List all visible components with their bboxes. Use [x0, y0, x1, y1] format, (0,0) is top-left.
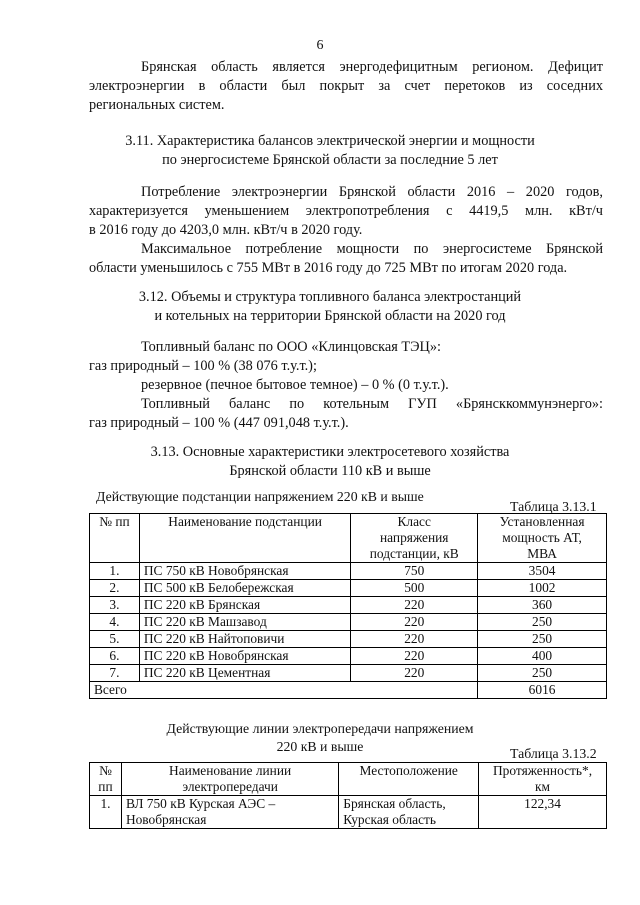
max-power-paragraph — [89, 240, 603, 278]
consumption-line-3: в 2016 году до 4203,0 млн. кВт/ч в 2020 году. — [89, 222, 363, 238]
fuel-line-4: Топливный баланс по котельным ГУП «Брянсккоммунэнерго»: — [141, 396, 603, 412]
fuel-line-3: резервное (печное бытовое темное) – 0 % (0 т.у.т.). — [141, 377, 449, 393]
header-num-line-1: № — [99, 763, 112, 778]
substations-table — [89, 513, 607, 699]
table-row — [90, 631, 607, 648]
intro-line-2: электроэнергии в области был покрыт за счет перетоков из соседних — [89, 78, 603, 94]
section-3-11-heading — [60, 132, 600, 170]
header-installed-power-line-1: Установленная — [499, 514, 585, 529]
header-location: Местоположение — [339, 763, 479, 796]
row-voltage: 220 — [351, 631, 478, 648]
table-row — [90, 597, 607, 614]
fuel-line-1: Топливный баланс по ООО «Клинцовская ТЭЦ»: — [141, 339, 441, 355]
total-value: 6016 — [478, 682, 607, 699]
row-substation-name: ПС 220 кВ Новобрянская — [139, 648, 350, 665]
row-num: 1. — [90, 796, 122, 829]
table-row — [90, 580, 607, 597]
section-3-12-title-line-2: и котельных на территории Брянской области на 2020 год — [154, 308, 506, 324]
header-num-line-2: пп — [98, 779, 113, 794]
table-1-header-row — [90, 514, 607, 563]
table-2-caption-line-2: 220 кВ и выше — [276, 739, 364, 754]
table-2-label: Таблица 3.13.2 — [510, 746, 597, 761]
fuel-line-2: газ природный – 100 % (38 076 т.у.т.); — [89, 358, 317, 374]
row-location — [339, 796, 479, 829]
section-3-12-title-line-1: 3.12. Объемы и структура топливного баланса электростанций — [138, 289, 522, 305]
row-location-line-2: Курская область — [343, 812, 436, 827]
header-line-name-line-1: Наименование линии — [169, 763, 292, 778]
row-power: 1002 — [478, 580, 607, 597]
max-power-line-2: области уменьшилось с 755 МВт в 2016 году до 725 МВт по итогам 2020 года. — [89, 260, 568, 276]
table-row — [90, 648, 607, 665]
row-voltage: 220 — [351, 665, 478, 682]
table-row — [90, 563, 607, 580]
row-num: 5. — [90, 631, 140, 648]
row-substation-name: ПС 750 кВ Новобрянская — [139, 563, 350, 580]
intro-line-1: Брянская область является энергодефицитным регионом. Дефицит — [141, 59, 603, 75]
header-num: № пп — [90, 514, 140, 563]
section-3-13-title-line-2: Брянской области 110 кВ и выше — [229, 463, 431, 479]
header-line-name-line-2: электропередачи — [182, 779, 278, 794]
row-voltage: 500 — [351, 580, 478, 597]
row-substation-name: ПС 220 кВ Машзавод — [139, 614, 350, 631]
fuel-line-5: газ природный – 100 % (447 091,048 т.у.т.). — [89, 415, 349, 431]
row-voltage: 220 — [351, 614, 478, 631]
section-3-11-title-line-2: по энергосистеме Брянской области за последние 5 лет — [162, 152, 498, 168]
section-3-11-title-line-1: 3.11. Характеристика балансов электрической энергии и мощности — [125, 133, 535, 149]
header-length — [479, 763, 607, 796]
row-line-name-line-2: Новобрянская — [125, 812, 207, 827]
row-line-name-line-1: ВЛ 750 кВ Курская АЭС – — [125, 796, 276, 811]
row-power: 250 — [478, 614, 607, 631]
row-num: 7. — [90, 665, 140, 682]
header-installed-power — [478, 514, 607, 563]
row-substation-name: ПС 220 кВ Цементная — [139, 665, 350, 682]
intro-line-3: региональных систем. — [89, 97, 225, 113]
page-number: 6 — [316, 38, 324, 53]
header-length-line-2: км — [535, 779, 551, 794]
row-substation-name: ПС 220 кВ Найтоповичи — [139, 631, 350, 648]
table-1-total-row — [90, 682, 607, 699]
row-line-name — [121, 796, 338, 829]
intro-paragraph — [89, 58, 603, 115]
row-voltage: 750 — [351, 563, 478, 580]
fuel-balance-paragraph — [89, 338, 603, 433]
header-voltage-class-line-2: напряжения — [380, 530, 449, 545]
row-num: 1. — [90, 563, 140, 580]
section-3-13-title-line-1: 3.13. Основные характеристики электросетевого хозяйства — [150, 444, 510, 460]
row-voltage: 220 — [351, 597, 478, 614]
consumption-line-1: Потребление электроэнергии Брянской области 2016 – 2020 годов, — [141, 184, 603, 200]
header-installed-power-line-2: мощность АТ, — [502, 530, 582, 545]
row-power: 400 — [478, 648, 607, 665]
header-voltage-class-line-1: Класс — [397, 514, 431, 529]
header-voltage-class-line-3: подстанции, кВ — [369, 546, 459, 561]
table-2-header-row — [90, 763, 607, 796]
total-label: Всего — [90, 682, 478, 699]
consumption-line-2: характеризуется уменьшением электропотребления с 4419,5 млн. кВт/ч — [89, 203, 603, 219]
section-3-13-heading — [60, 443, 600, 481]
header-length-line-1: Протяженность*, — [493, 763, 593, 778]
max-power-line-1: Максимальное потребление мощности по энергосистеме Брянской — [141, 241, 603, 257]
table-1-caption: Действующие подстанции напряжением 220 кВ и выше — [96, 489, 424, 504]
row-num: 4. — [90, 614, 140, 631]
power-lines-table — [89, 762, 607, 829]
table-row — [90, 796, 607, 829]
row-substation-name: ПС 220 кВ Брянская — [139, 597, 350, 614]
header-line-name — [121, 763, 338, 796]
table-row — [90, 614, 607, 631]
row-power: 250 — [478, 631, 607, 648]
row-num: 3. — [90, 597, 140, 614]
header-num — [90, 763, 122, 796]
header-substation-name: Наименование подстанции — [139, 514, 350, 563]
consumption-paragraph — [89, 183, 603, 240]
row-location-line-1: Брянская область, — [343, 796, 446, 811]
row-substation-name: ПС 500 кВ Белобережская — [139, 580, 350, 597]
row-voltage: 220 — [351, 648, 478, 665]
row-num: 6. — [90, 648, 140, 665]
section-3-12-heading — [60, 288, 600, 326]
table-row — [90, 665, 607, 682]
row-power: 360 — [478, 597, 607, 614]
row-num: 2. — [90, 580, 140, 597]
row-length: 122,34 — [479, 796, 607, 829]
header-voltage-class — [351, 514, 478, 563]
row-power: 3504 — [478, 563, 607, 580]
table-1-label: Таблица 3.13.1 — [510, 499, 597, 514]
table-2-caption-line-1: Действующие линии электропередачи напряжением — [166, 721, 474, 736]
header-installed-power-line-3: МВА — [527, 546, 557, 561]
row-power: 250 — [478, 665, 607, 682]
